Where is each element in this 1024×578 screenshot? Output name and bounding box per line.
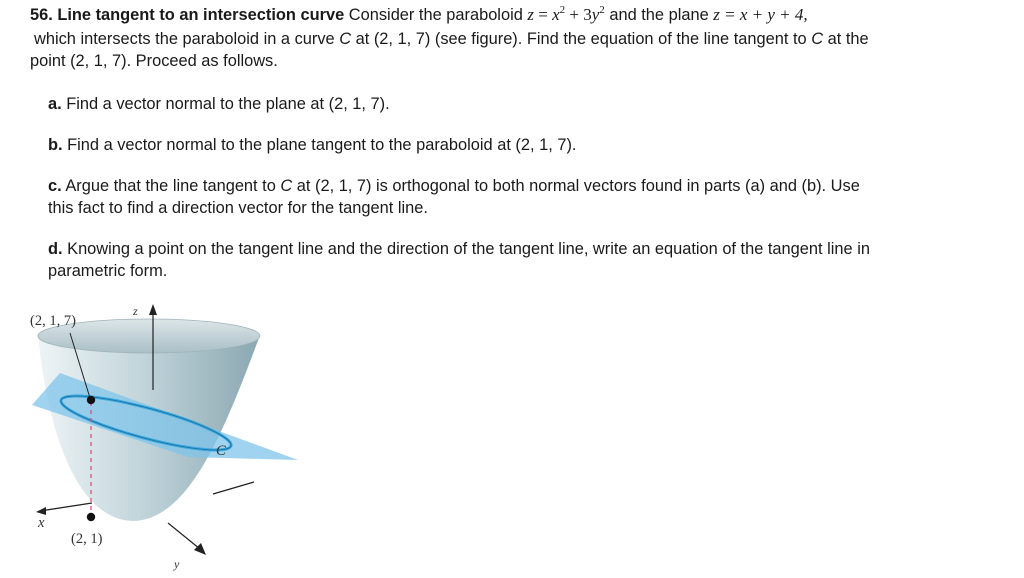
z-axis-arrow (149, 304, 157, 315)
part-a-label: a. (48, 95, 62, 113)
paraboloid-equation: $z = x^2 + 3y^2$ (527, 4, 605, 24)
problem-line-1 (30, 4, 1005, 28)
part-d-label: d. (48, 240, 63, 258)
part-b-label: b. (48, 136, 63, 154)
label-y: y (174, 557, 180, 571)
problem-line-3: point (2, 1, 7). Proceed as follows. (30, 52, 278, 70)
point-2-1-7 (87, 396, 95, 404)
label-z: z (133, 304, 138, 318)
part-b-text: Find a vector normal to the plane tangent to the paraboloid at (2, 1, 7). (62, 136, 577, 154)
part-c-text-2: this fact to find a direction vector for the tangent line. (48, 199, 428, 217)
paraboloid-figure (18, 295, 308, 578)
part-a-text: Find a vector normal to the plane at (2, 1, 7). (61, 95, 390, 113)
part-d-text-2: parametric form. (48, 262, 168, 280)
y-axis-arrow (194, 543, 206, 555)
part-a (48, 93, 1008, 115)
y-axis-line (168, 523, 200, 549)
part-b (48, 134, 1008, 156)
plane-equation: z = x + y + 4, (713, 5, 808, 24)
intro-text-2: and the plane (604, 6, 714, 24)
label-curve-c: C (216, 443, 226, 459)
problem-title: 56. Line tangent to an intersection curve (30, 6, 345, 24)
base-line (213, 482, 254, 494)
label-2-1: (2, 1) (71, 531, 103, 547)
part-d: d. Knowing a point on the tangent line and the direction of the tangent line, write an equation of the tangent line in parametric form. (48, 238, 1008, 282)
part-c-label: c. (48, 177, 62, 195)
label-x: x (38, 515, 45, 531)
problem-line-2: which intersects the paraboloid in a curve C at (2, 1, 7) (see figure). Find the equation of the line tangent to C at the (34, 30, 869, 48)
x-axis-line (40, 503, 92, 511)
x-axis-arrow (36, 507, 46, 515)
intro-text-1: Consider the paraboloid (344, 6, 528, 24)
part-c: c. Argue that the line tangent to C at (2, 1, 7) is orthogonal to both normal vectors found in parts (a) and (b). Use this fact to find a direction vector for the tangent line. (48, 175, 1008, 219)
problem-statement (30, 4, 1005, 72)
point-2-1 (87, 513, 95, 521)
label-2-1-7: (2, 1, 7) (30, 313, 76, 329)
curve-name: C (339, 30, 352, 48)
